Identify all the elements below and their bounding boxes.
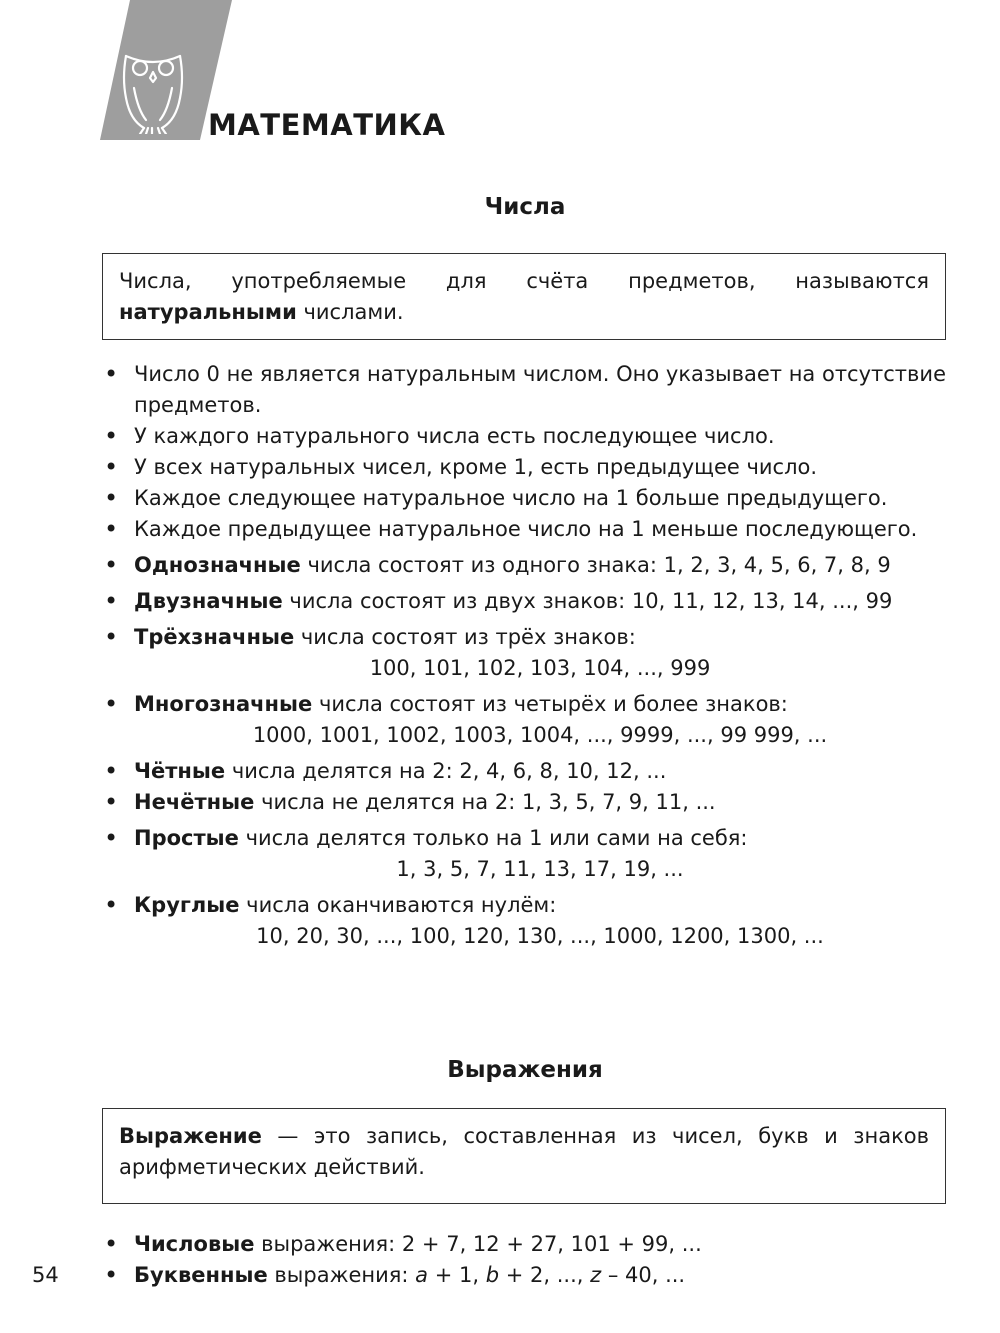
definition-text: Числа, употребляемые для счёта предметов, называются xyxy=(119,269,929,293)
definition-text-end: числами. xyxy=(296,300,404,324)
numbers-list xyxy=(104,359,946,952)
list-item: • Числовые выражения: 2 + 7, 12 + 27, 101 + 99, ... xyxy=(104,1229,946,1260)
term: Нечётные xyxy=(134,790,255,814)
term: Числовые xyxy=(134,1232,255,1256)
examples-line: 1, 3, 5, 7, 11, 13, 17, 19, ... xyxy=(396,857,684,881)
variable: z xyxy=(590,1263,602,1287)
owl-icon xyxy=(118,48,188,134)
list-item: • Трёхзначные числа состоят из трёх знаков: 100, 101, 102, 103, 104, ..., 999 xyxy=(104,622,946,684)
list-item: • Буквенные выражения: a + 1, b + 2, ..., z – 40, ... xyxy=(104,1260,946,1291)
numbers-heading: Числа xyxy=(484,194,566,220)
term: Однозначные xyxy=(134,553,301,577)
list-item: • Число 0 не является натуральным числом. Оно указывает на отсутствие предметов. xyxy=(104,359,946,421)
term: Круглые xyxy=(134,893,240,917)
numbers-definition-box xyxy=(102,253,946,340)
list-item: • Однозначные числа состоят из одного знака: 1, 2, 3, 4, 5, 6, 7, 8, 9 xyxy=(104,550,946,581)
examples-line: 100, 101, 102, 103, 104, ..., 999 xyxy=(369,656,711,680)
list-item: • Каждое следующее натуральное число на 1 больше предыдущего. xyxy=(104,483,946,514)
list-item: • У всех натуральных чисел, кроме 1, есть предыдущее число. xyxy=(104,452,946,483)
term: Чётные xyxy=(134,759,226,783)
term: Трёхзначные xyxy=(134,625,295,649)
examples-line: 10, 20, 30, ..., 100, 120, 130, ..., 1000, 1200, 1300, ... xyxy=(256,924,824,948)
list-item: • Чётные числа делятся на 2: 2, 4, 6, 8, 10, 12, ... xyxy=(104,756,946,787)
variable: b xyxy=(485,1263,500,1287)
list-item: • Нечётные числа не делятся на 2: 1, 3, 5, 7, 9, 11, ... xyxy=(104,787,946,818)
term: Простые xyxy=(134,826,239,850)
expressions-definition-box xyxy=(102,1108,946,1204)
list-item: • Многозначные числа состоят из четырёх и более знаков: 1000, 1001, 1002, 1003, 1004, ..., 9999, ..., 99 999, ... xyxy=(104,689,946,751)
definition-text: — это запись, составленная из чисел, букв и знаков арифметических действий. xyxy=(119,1124,929,1179)
variable: a xyxy=(415,1263,429,1287)
definition-term: натуральными xyxy=(119,300,297,324)
term: Двузначные xyxy=(134,589,283,613)
term: Многозначные xyxy=(134,692,313,716)
page-number: 54 xyxy=(32,1263,59,1287)
expressions-heading: Выражения xyxy=(447,1057,603,1083)
section-title: МАТЕМАТИКА xyxy=(208,108,446,142)
term: Буквенные xyxy=(134,1263,268,1287)
list-item: • Простые числа делятся только на 1 или сами на себя: 1, 3, 5, 7, 11, 13, 17, 19, ... xyxy=(104,823,946,885)
list-item: • Двузначные числа состоят из двух знаков: 10, 11, 12, 13, 14, ..., 99 xyxy=(104,586,946,617)
definition-term: Выражение xyxy=(119,1124,262,1148)
examples-line: 1000, 1001, 1002, 1003, 1004, ..., 9999, ..., 99 999, ... xyxy=(252,723,828,747)
list-item: • Круглые числа оканчиваются нулём: 10, 20, 30, ..., 100, 120, 130, ..., 1000, 1200, 1300, ... xyxy=(104,890,946,952)
list-item: • У каждого натурального числа есть последующее число. xyxy=(104,421,946,452)
expressions-list xyxy=(104,1229,946,1291)
list-item: • Каждое предыдущее натуральное число на 1 меньше последующего. xyxy=(104,514,946,545)
